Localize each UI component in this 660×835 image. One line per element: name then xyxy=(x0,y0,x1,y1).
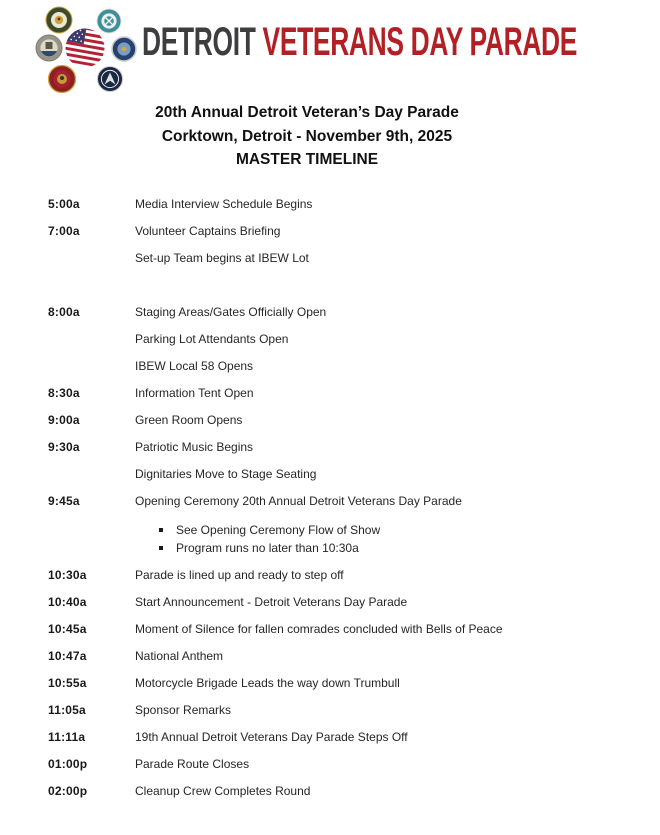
timeline-row xyxy=(0,325,660,352)
event-text: Motorcycle Brigade Leads the way down Trumbull xyxy=(135,675,400,690)
time-label: 9:45a xyxy=(48,493,80,508)
time-label: 5:00a xyxy=(48,196,80,211)
timeline-row xyxy=(0,487,660,514)
timeline-row xyxy=(0,642,660,669)
event-text: Opening Ceremony 20th Annual Detroit Veterans Day Parade xyxy=(135,493,462,508)
bullet-text: Program runs no later than 10:30a xyxy=(176,541,359,555)
timeline-row xyxy=(0,561,660,588)
timeline-row xyxy=(0,406,660,433)
title-line-2: Corktown, Detroit - November 9th, 2025 xyxy=(161,127,453,145)
event-text: Cleanup Crew Completes Round xyxy=(135,783,311,798)
time-label: 11:05a xyxy=(48,702,86,717)
timeline-row xyxy=(0,433,660,460)
event-text: Green Room Opens xyxy=(135,412,243,427)
coast-guard-seal xyxy=(97,9,121,33)
timeline-row xyxy=(0,190,660,217)
timeline-row xyxy=(0,615,660,642)
timeline-row xyxy=(0,588,660,615)
wordmark-rest: VETERANS DAY PARADE xyxy=(255,20,578,64)
wordmark-detroit: DETROIT xyxy=(142,20,256,64)
event-text: Start Announcement - Detroit Veterans Day Parade xyxy=(135,594,408,609)
event-text: Sponsor Remarks xyxy=(135,702,232,717)
event-text: Set-up Team begins at IBEW Lot xyxy=(135,250,309,265)
timeline-row xyxy=(0,379,660,406)
timeline-row xyxy=(0,460,660,487)
title-block xyxy=(48,101,566,172)
timeline-row xyxy=(0,777,660,804)
event-text: Parking Lot Attendants Open xyxy=(135,331,289,346)
square-bullet-icon xyxy=(159,528,163,532)
title-line-3: MASTER TIMELINE xyxy=(235,151,379,168)
army-seal xyxy=(46,7,72,33)
title-line-1: 20th Annual Detroit Veteran’s Day Parade xyxy=(155,104,459,121)
event-text: Dignitaries Move to Stage Seating xyxy=(135,466,317,481)
timeline-row xyxy=(0,750,660,777)
time-label: 10:40a xyxy=(48,594,87,609)
air-force-seal xyxy=(112,37,136,61)
time-label: 9:00a xyxy=(48,412,80,427)
event-text: Volunteer Captains Briefing xyxy=(135,223,281,238)
time-label: 10:30a xyxy=(48,567,87,582)
timeline-bullet-row xyxy=(0,521,660,539)
time-label: 8:00a xyxy=(48,304,80,319)
event-text: Patriotic Music Begins xyxy=(135,439,254,454)
timeline-row xyxy=(0,352,660,379)
time-label: 01:00p xyxy=(48,756,88,771)
event-text: Media Interview Schedule Begins xyxy=(135,196,313,211)
event-text: Moment of Silence for fallen comrades concluded with Bells of Peace xyxy=(135,621,503,636)
time-label: 10:47a xyxy=(48,648,87,663)
event-text: Parade Route Closes xyxy=(135,756,250,771)
square-bullet-icon xyxy=(159,546,163,550)
event-text: IBEW Local 58 Opens xyxy=(135,358,254,373)
time-label: 7:00a xyxy=(48,223,80,238)
event-text: Information Tent Open xyxy=(135,385,254,400)
time-label: 10:55a xyxy=(48,675,87,690)
timeline-row xyxy=(0,298,660,325)
event-text: Staging Areas/Gates Officially Open xyxy=(135,304,327,319)
parade-logo xyxy=(25,0,150,98)
wordmark xyxy=(142,20,578,64)
bullet-text: See Opening Ceremony Flow of Show xyxy=(176,523,381,537)
timeline-row xyxy=(0,723,660,750)
time-label: 9:30a xyxy=(48,439,80,454)
timeline xyxy=(0,190,660,804)
navy-seal xyxy=(36,35,62,61)
marine-corps-seal xyxy=(49,66,76,93)
event-text: National Anthem xyxy=(135,648,224,663)
time-label: 8:30a xyxy=(48,385,80,400)
timeline-row xyxy=(0,217,660,244)
space-force-seal xyxy=(98,67,123,92)
timeline-row xyxy=(0,696,660,723)
timeline-row xyxy=(0,244,660,271)
time-label: 02:00p xyxy=(48,783,88,798)
time-label: 11:11a xyxy=(48,729,86,744)
time-label: 10:45a xyxy=(48,621,87,636)
timeline-bullet-row xyxy=(0,539,660,557)
event-text: Parade is lined up and ready to step off xyxy=(135,567,344,582)
event-text: 19th Annual Detroit Veterans Day Parade Steps Off xyxy=(135,729,408,744)
timeline-blank-row xyxy=(0,271,660,298)
timeline-row xyxy=(0,669,660,696)
